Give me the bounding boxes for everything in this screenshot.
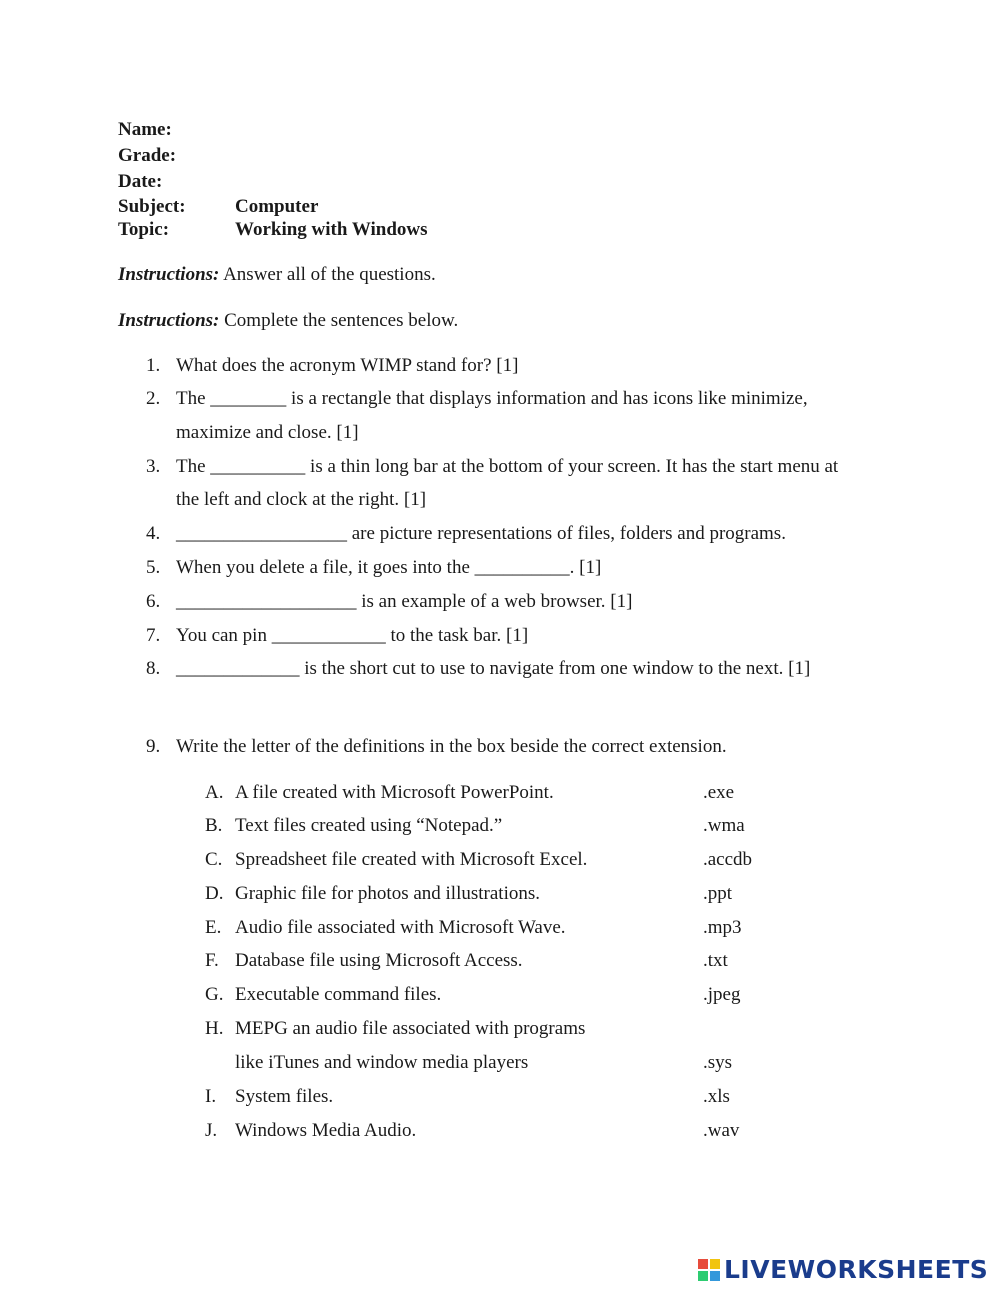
definition-text: System files. [235, 1086, 334, 1107]
definition-text: Spreadsheet file created with Microsoft Excel. [235, 849, 588, 870]
question-number: 7. [146, 625, 161, 646]
extension-label: .wav [703, 1120, 740, 1141]
question-text: The ________ is a rectangle that displays information and has icons like minimize, [176, 388, 808, 409]
instructions-2 [118, 310, 458, 332]
definition-letter: J. [205, 1120, 218, 1141]
date-label: Date: [118, 171, 163, 192]
name-label: Name: [118, 119, 172, 140]
definition-letter: A. [205, 782, 224, 803]
question-number: 4. [146, 523, 161, 544]
logo-blocks-icon [698, 1259, 720, 1281]
logo-text: LIVEWORKSHEETS [724, 1255, 989, 1284]
question-text-continued: the left and clock at the right. [1] [176, 489, 427, 510]
definition-text-continued: like iTunes and window media players [235, 1052, 529, 1073]
question-number: 2. [146, 388, 161, 409]
instructions-label: Instructions: [118, 310, 220, 331]
definition-letter: G. [205, 984, 224, 1005]
instructions-text: Answer all of the questions. [219, 264, 436, 285]
subject-value: Computer [235, 196, 319, 217]
extension-label: .sys [703, 1052, 733, 1073]
definition-letter: D. [205, 883, 224, 904]
topic-value: Working with Windows [235, 219, 428, 240]
logo-block-green [698, 1271, 708, 1281]
question-text: Write the letter of the definitions in the box beside the correct extension. [176, 736, 727, 757]
definition-text: A file created with Microsoft PowerPoint. [235, 782, 554, 803]
definition-letter: I. [205, 1086, 217, 1107]
logo-block-blue [710, 1271, 720, 1281]
definition-letter: H. [205, 1018, 224, 1039]
definition-letter: F. [205, 950, 219, 971]
grade-label: Grade: [118, 145, 177, 166]
instructions-text: Complete the sentences below. [219, 310, 459, 331]
extension-label: .exe [703, 782, 735, 803]
definition-letter: E. [205, 917, 222, 938]
subject-label: Subject: [118, 196, 186, 217]
extension-label: .ppt [703, 883, 733, 904]
logo-block-yellow [710, 1259, 720, 1269]
question-number: 8. [146, 658, 161, 679]
instructions-label: Instructions: [118, 264, 220, 285]
extension-label: .xls [703, 1086, 730, 1107]
extension-label: .wma [703, 815, 745, 836]
definition-text: Windows Media Audio. [235, 1120, 417, 1141]
question-text: ___________________ is an example of a web browser. [1] [176, 591, 633, 612]
question-text-continued: maximize and close. [1] [176, 422, 359, 443]
question-text: __________________ are picture representations of files, folders and programs. [176, 523, 786, 544]
question-text: _____________ is the short cut to use to navigate from one window to the next. [1] [176, 658, 811, 679]
question-text: When you delete a file, it goes into the __________. [1] [176, 557, 602, 578]
topic-label: Topic: [118, 219, 170, 240]
question-text: What does the acronym WIMP stand for? [1] [176, 355, 519, 376]
question-number: 5. [146, 557, 161, 578]
liveworksheets-logo [698, 1255, 988, 1284]
definition-text: Audio file associated with Microsoft Wave. [235, 917, 566, 938]
definition-text: MEPG an audio file associated with programs [235, 1018, 586, 1039]
extension-label: .txt [703, 950, 728, 971]
question-text: The __________ is a thin long bar at the bottom of your screen. It has the start menu at [176, 456, 839, 477]
question-number: 6. [146, 591, 161, 612]
question-number: 1. [146, 355, 161, 376]
extension-label: .mp3 [703, 917, 742, 938]
definition-letter: B. [205, 815, 223, 836]
instructions-1 [118, 264, 436, 286]
definition-text: Graphic file for photos and illustrations. [235, 883, 540, 904]
question-number: 3. [146, 456, 161, 477]
logo-block-red [698, 1259, 708, 1269]
question-text: You can pin ____________ to the task bar. [1] [176, 625, 529, 646]
extension-label: .jpeg [703, 984, 741, 1005]
definition-text: Executable command files. [235, 984, 442, 1005]
definition-letter: C. [205, 849, 223, 870]
definition-text: Database file using Microsoft Access. [235, 950, 523, 971]
question-number: 9. [146, 736, 161, 757]
extension-label: .accdb [703, 849, 753, 870]
definition-text: Text files created using “Notepad.” [235, 815, 503, 836]
